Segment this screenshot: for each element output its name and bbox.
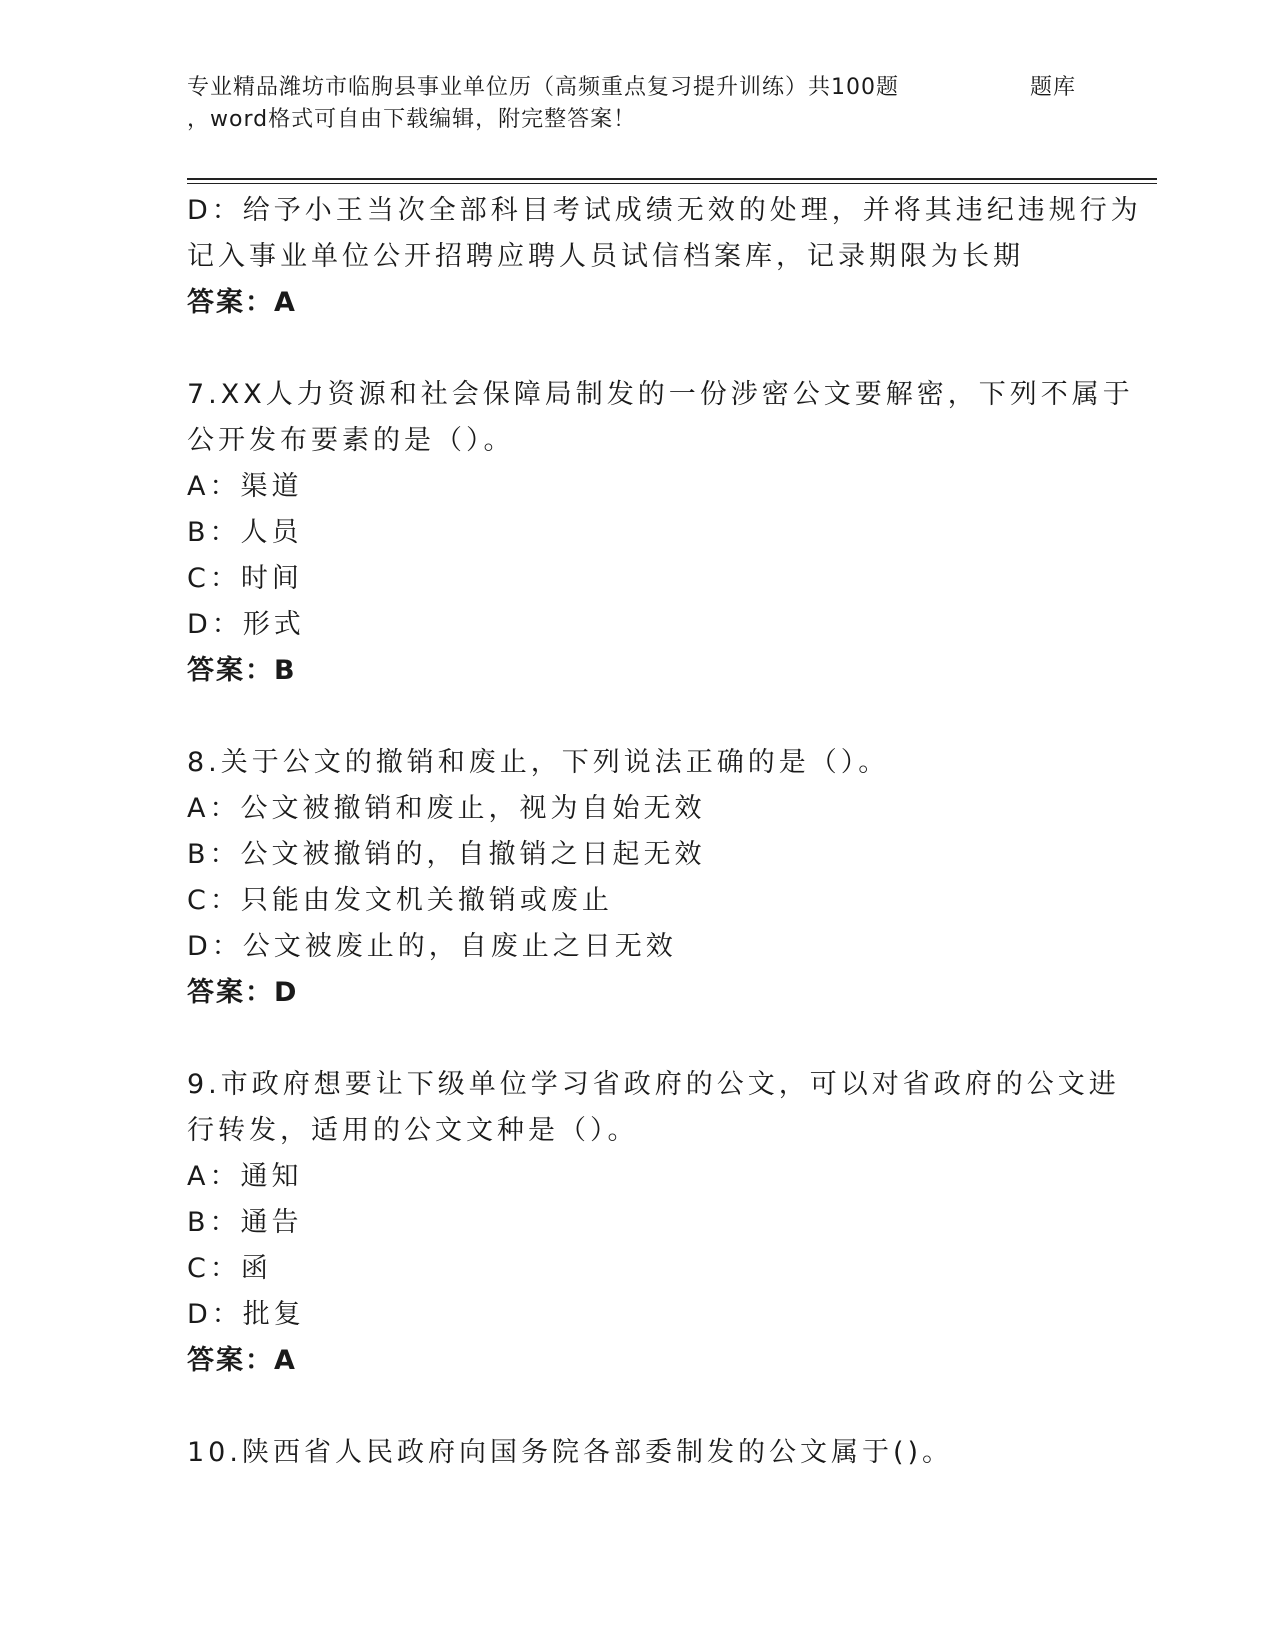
option-d: D：公文被废止的，自废止之日无效 xyxy=(187,931,677,962)
option-d-line1: D：给予小王当次全部科目考试成绩无效的处理，并将其违纪违规行为 xyxy=(187,195,1142,226)
option-a: A：通知 xyxy=(187,1161,303,1192)
answer: 答案：D xyxy=(187,977,299,1008)
option-d: D：批复 xyxy=(187,1299,305,1330)
question-7 xyxy=(187,372,1134,694)
answer-q6: 答案：A xyxy=(187,287,297,318)
question-stem-line: 行转发，适用的公文文种是（）。 xyxy=(187,1115,639,1146)
spacer xyxy=(187,1384,1087,1430)
question-stem-line: 8.关于公文的撤销和废止，下列说法正确的是（）。 xyxy=(187,747,890,778)
question-stem-line: 9.市政府想要让下级单位学习省政府的公文，可以对省政府的公文进 xyxy=(187,1069,1120,1100)
option-d: D：形式 xyxy=(187,609,305,640)
header-title: 专业精品潍坊市临朐县事业单位历（高频重点复习提升训练）共100题 xyxy=(187,75,899,100)
option-a: A：渠道 xyxy=(187,471,303,502)
option-b: B：通告 xyxy=(187,1207,303,1238)
spacer xyxy=(187,326,1087,372)
option-c: C：时间 xyxy=(187,563,303,594)
header-line2: ，word格式可自由下载编辑，附完整答案！ xyxy=(187,107,637,132)
question-stem-line: 公开发布要素的是（）。 xyxy=(187,425,515,456)
header-line1 xyxy=(187,72,1157,104)
answer: 答案：B xyxy=(187,655,297,686)
option-a: A：公文被撤销和废止，视为自始无效 xyxy=(187,793,706,824)
question-9 xyxy=(187,1062,1120,1384)
option-c: C：函 xyxy=(187,1253,272,1284)
header-rule-thick xyxy=(187,178,1157,180)
question-8 xyxy=(187,740,1087,1016)
header-rule-thin xyxy=(187,183,1157,184)
header-tag: 题库 xyxy=(1030,75,1077,100)
document-body xyxy=(187,188,1142,1476)
option-c: C：只能由发文机关撤销或废止 xyxy=(187,885,613,916)
spacer xyxy=(187,1016,1087,1062)
question-stem-line: 10.陕西省人民政府向国务院各部委制发的公文属于()。 xyxy=(187,1437,954,1468)
option-b: B：人员 xyxy=(187,517,303,548)
page-header xyxy=(187,72,1157,136)
spacer xyxy=(187,694,1087,740)
question-10 xyxy=(187,1430,1087,1476)
question-stem-line: 7.XX人力资源和社会保障局制发的一份涉密公文要解密，下列不属于 xyxy=(187,379,1134,410)
answer: 答案：A xyxy=(187,1345,297,1376)
option-b: B：公文被撤销的，自撤销之日起无效 xyxy=(187,839,706,870)
option-d-line2: 记入事业单位公开招聘应聘人员试信档案库，记录期限为长期 xyxy=(187,241,1024,272)
